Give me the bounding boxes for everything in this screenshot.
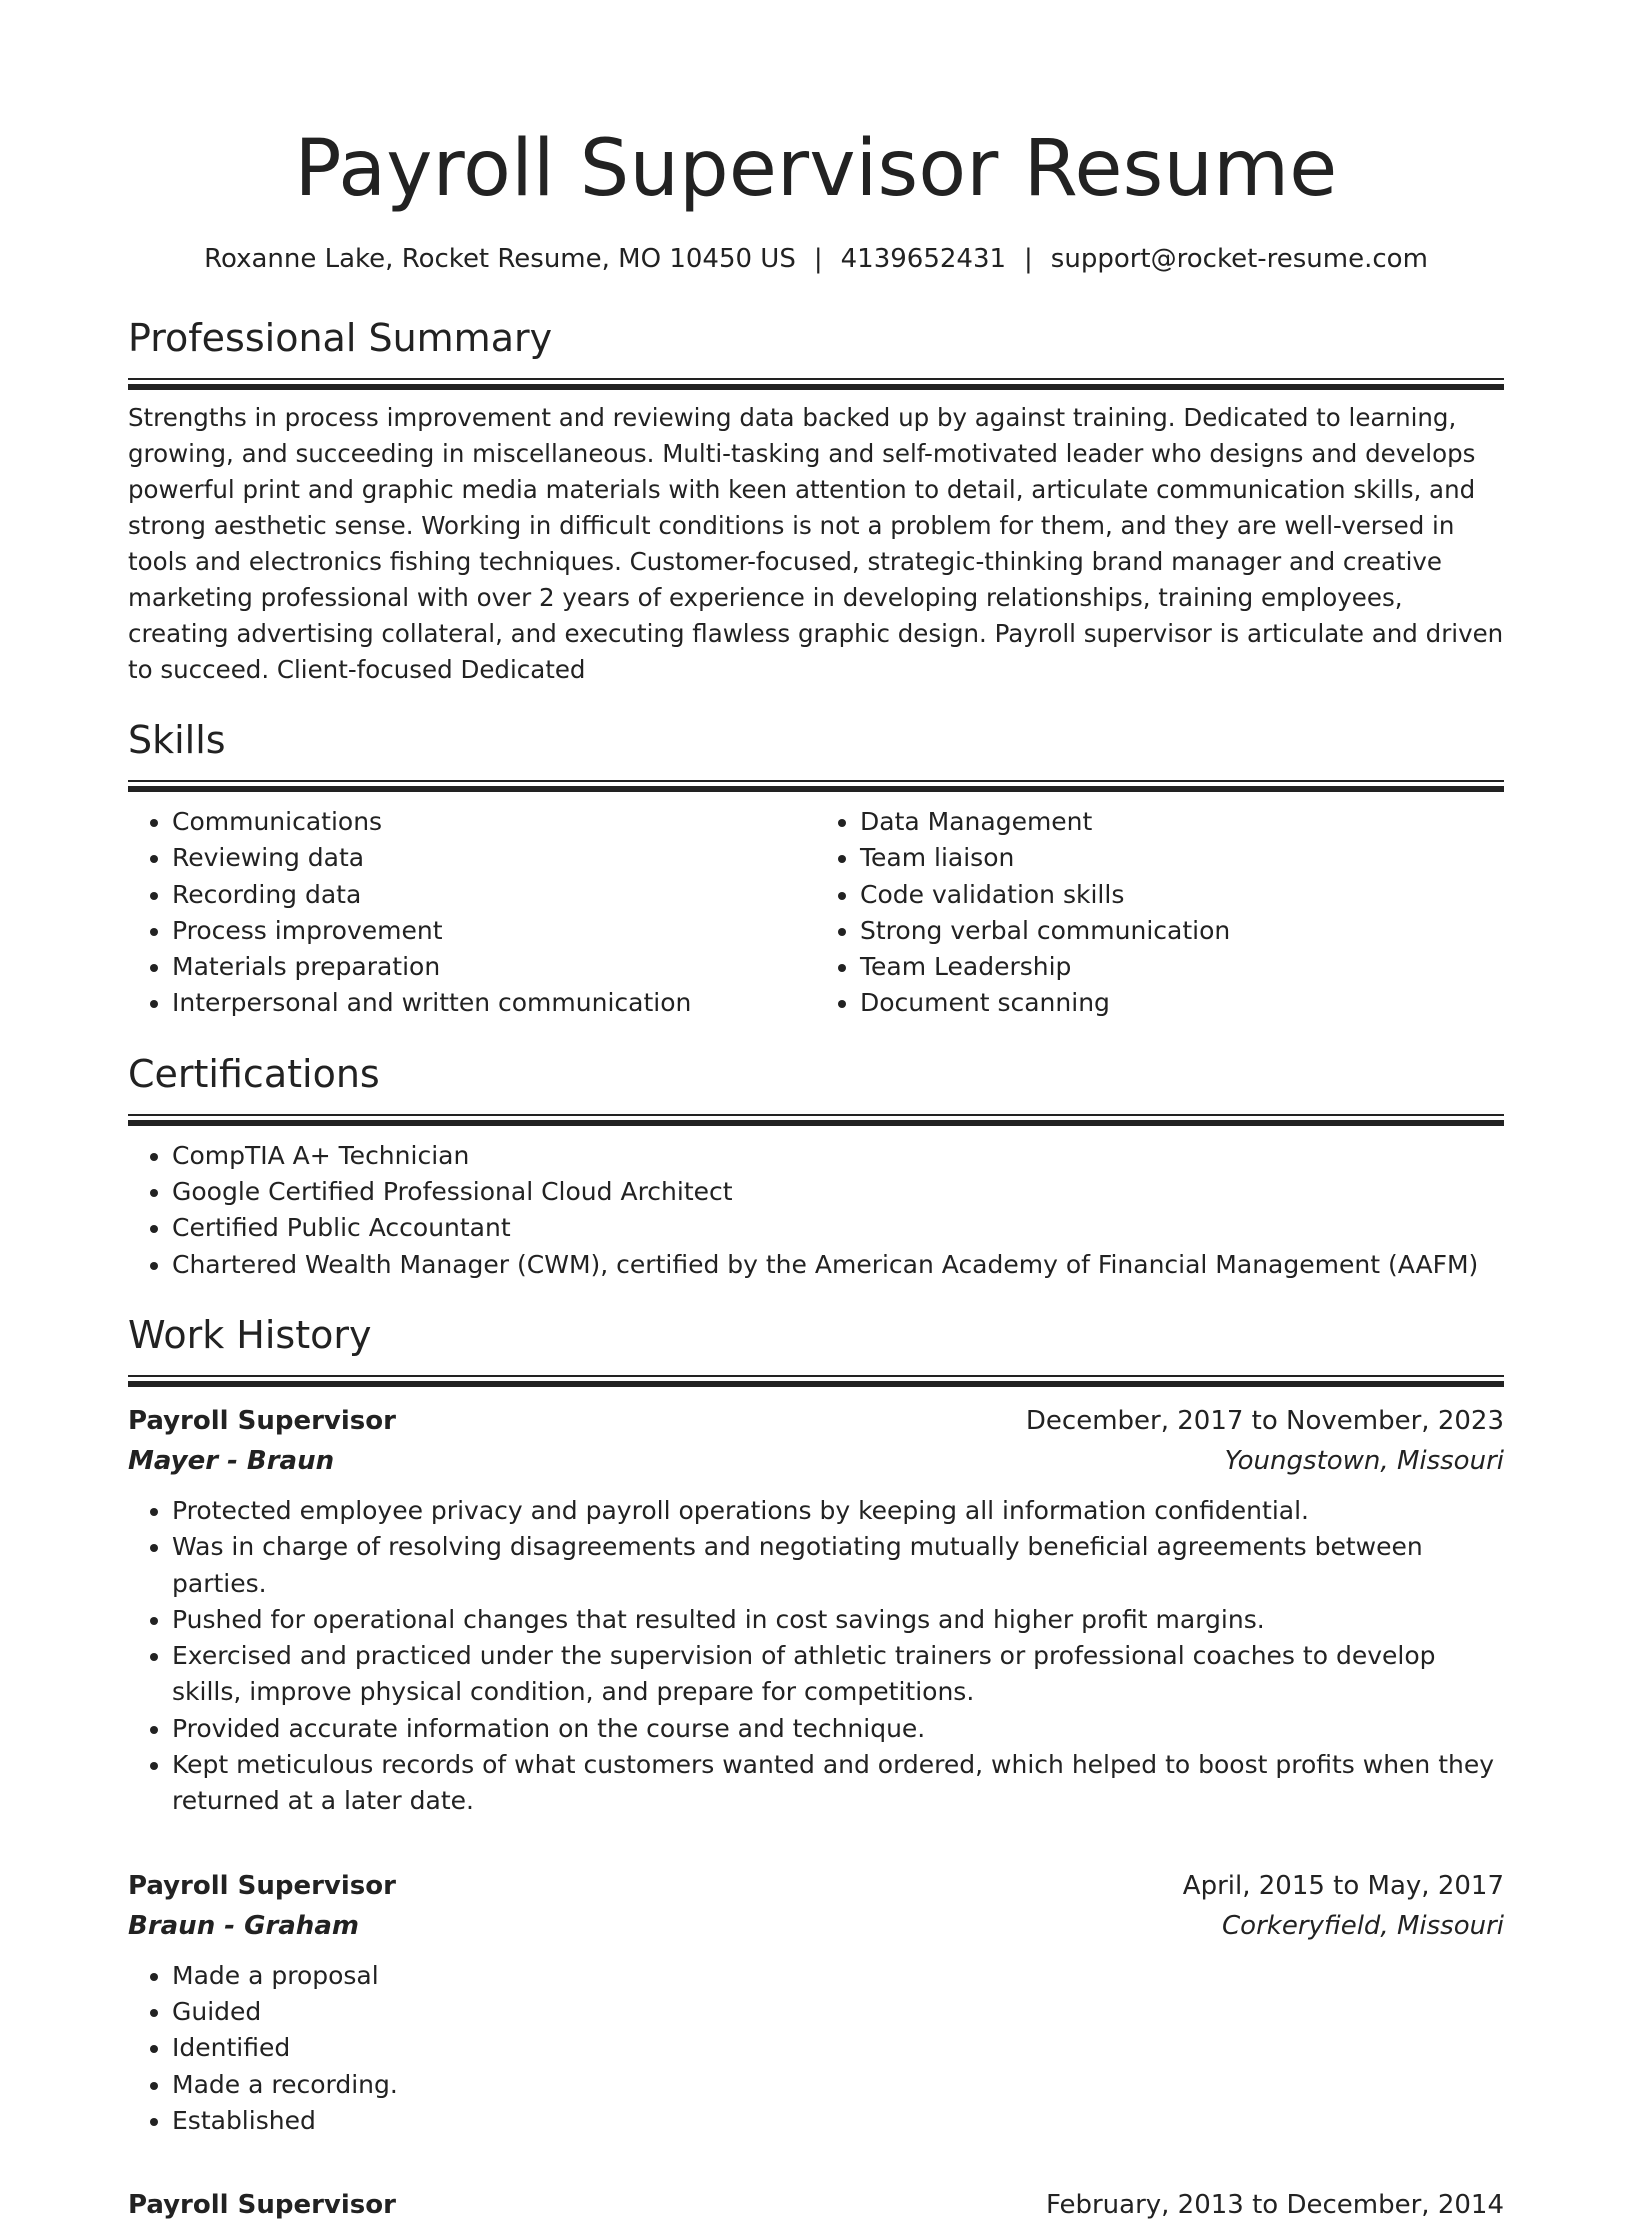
job-dates: February, 2013 to December, 2014 <box>1045 2190 1504 2221</box>
contact-line <box>128 242 1504 276</box>
job-company: Mayer - Braun <box>128 1445 335 1476</box>
job-duty-item: • Identified <box>172 2030 1504 2066</box>
skills-section <box>128 716 1504 1022</box>
job-duties-list <box>128 1493 1504 1820</box>
certifications-list <box>128 1138 1504 1283</box>
summary-section <box>128 314 1504 688</box>
job-duty-item: • Pushed for operational changes that resulted in cost savings and higher profit margins. <box>172 1602 1504 1638</box>
job-header-row <box>128 1401 1504 1441</box>
section-divider <box>128 780 1504 792</box>
section-heading-skills: Skills <box>128 718 226 762</box>
certification-item: • Google Certified Professional Cloud Architect <box>172 1174 1504 1210</box>
job-company: Braun - Graham <box>128 1910 359 1941</box>
skill-item: • Team Leadership <box>860 949 1504 985</box>
job-duty-item: • Made a proposal <box>172 1958 1504 1994</box>
job-location: Corkeryfield, Missouri <box>1222 1910 1504 1941</box>
contact-phone: 4139652431 <box>840 244 1007 274</box>
job-duty-item: • Made a recording. <box>172 2067 1504 2103</box>
skill-item: • Team liaison <box>860 840 1504 876</box>
contact-email[interactable]: support@rocket-resume.com <box>1050 244 1428 274</box>
job-duty-item: • Exercised and practiced under the supervision of athletic trainers or professional coaches to develop skills, improve physical condition, and prepare for competitions. <box>172 1638 1504 1711</box>
skill-item: • Reviewing data <box>172 840 816 876</box>
job-entry <box>128 1401 1504 1820</box>
work-history-section <box>128 1311 1504 2225</box>
skills-columns <box>128 804 1504 1022</box>
job-entry <box>128 2185 1504 2225</box>
skill-item: • Code validation skills <box>860 877 1504 913</box>
job-title: Payroll Supervisor <box>128 1870 396 1901</box>
resume-page <box>128 0 1504 2221</box>
skill-item: • Process improvement <box>172 913 816 949</box>
section-heading-summary: Professional Summary <box>128 316 553 360</box>
skills-column-right <box>816 804 1504 1022</box>
job-dates: December, 2017 to November, 2023 <box>1025 1405 1504 1436</box>
section-divider <box>128 378 1504 390</box>
skill-item: • Materials preparation <box>172 949 816 985</box>
contact-separator: | <box>1024 244 1033 274</box>
summary-text: Strengths in process improvement and reviewing data backed up by against training. Dedicated to learning, growing, and succeeding in miscellaneous. Multi-tasking and self-motivated leader who designs and develops powerful print and graphic media materials with keen attention to detail, articulate communication skills, and strong aesthetic sense. Working in difficult conditions is not a problem for them, and they are well-versed in tools and electronics fishing techniques. Customer-focused, strategic-thinking brand manager and creative marketing professional with over 2 years of experience in developing relationships, training employees, creating advertising collateral, and executing flawless graphic design. Payroll supervisor is articulate and driven to succeed. Client-focused Dedicated <box>128 403 1504 684</box>
job-location: Youngstown, Missouri <box>1224 1445 1504 1476</box>
certification-item: • Certified Public Accountant <box>172 1210 1504 1246</box>
job-title: Payroll Supervisor <box>128 2190 396 2221</box>
section-divider <box>128 1375 1504 1387</box>
job-subheader-row <box>128 1906 1504 1946</box>
contact-separator: | <box>813 244 823 274</box>
job-title: Payroll Supervisor <box>128 1405 396 1436</box>
certifications-section <box>128 1050 1504 1283</box>
job-entry <box>128 1866 1504 2139</box>
job-duty-item: • Provided accurate information on the course and technique. <box>172 1711 1504 1747</box>
skill-item: • Communications <box>172 804 816 840</box>
skill-item: • Document scanning <box>860 985 1504 1021</box>
skill-item: • Interpersonal and written communication <box>172 985 816 1021</box>
job-duty-item: • Was in charge of resolving disagreements and negotiating mutually beneficial agreements between parties. <box>172 1529 1504 1602</box>
job-duty-item: • Kept meticulous records of what customers wanted and ordered, which helped to boost profits when they returned at a later date. <box>172 1747 1504 1820</box>
skill-item: • Recording data <box>172 877 816 913</box>
certification-item: • CompTIA A+ Technician <box>172 1138 1504 1174</box>
contact-address: Roxanne Lake, Rocket Resume, MO 10450 US <box>204 244 796 274</box>
job-header-row <box>128 2185 1504 2225</box>
job-duty-item: • Guided <box>172 1994 1504 2030</box>
skill-item: • Strong verbal communication <box>860 913 1504 949</box>
certification-item: • Chartered Wealth Manager (CWM), certified by the American Academy of Financial Management (AAFM) <box>172 1247 1504 1283</box>
section-heading-certifications: Certifications <box>128 1051 380 1096</box>
section-heading-work-history: Work History <box>128 1312 372 1357</box>
resume-title: Payroll Supervisor Resume <box>294 124 1338 214</box>
job-duty-item: • Established <box>172 2103 1504 2139</box>
job-header-row <box>128 1866 1504 1906</box>
job-dates: April, 2015 to May, 2017 <box>1182 1870 1504 1901</box>
job-duty-item: • Protected employee privacy and payroll operations by keeping all information confidential. <box>172 1493 1504 1529</box>
skills-column-left <box>128 804 816 1022</box>
skill-item: • Data Management <box>860 804 1504 840</box>
section-divider <box>128 1114 1504 1126</box>
job-subheader-row <box>128 1441 1504 1481</box>
